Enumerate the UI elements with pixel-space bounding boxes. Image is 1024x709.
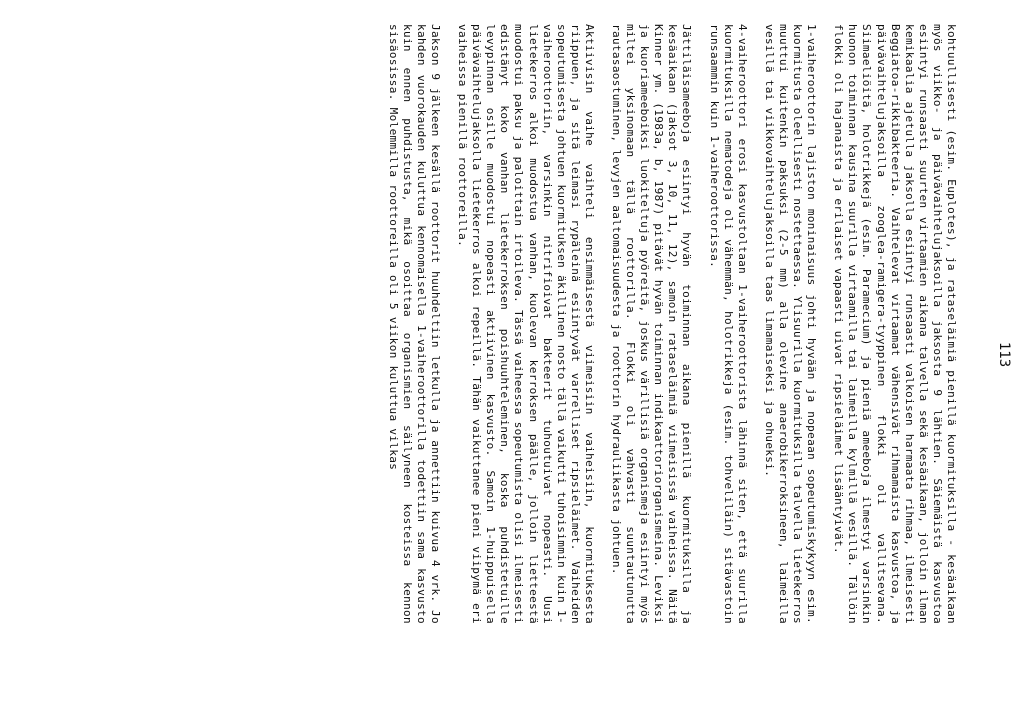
paragraph-period-9: Jakson 9 jälkeen kesällä roottorit huuhdeltiin letkulla ja annettiin kuivua 4 vrk. Jo kahden vuorokauden kuluttua kennomaisella 1-vaiheroottorilla todettiin sama kasvusto kuin ennen puhdistusta, mikä osoittaa organismien säilyneen kosteissa kennon sisäosissa. Molemmilla roottoreilla oli 5 viikon kuluttua vilkas	[386, 24, 442, 624]
paragraph-4-stage-rotor: 4-vaiheroottori erosi kasvustoltaan 1-vaiheroottorista lähinnä siten, että suurilla kuormituksilla nematodeja oli vähemmän, holotrikkeja (esim. tohveliläin) sitävastoin runsaammin kuin 1-vaiheroottorissa.	[707, 24, 749, 624]
page-number: 113	[996, 341, 1012, 368]
paragraph-1-stage-rotor: 1-vaiheroottorin lajiston moninaisuus johti hyvään ja nopeaan sopeutumiskykyyn esim. kuormitusta oleellisesti nostettaessa. Ylisuurilla kuormituksilla talvella lietekerros muuttui kuitenkin paksuksi (2-5 mm) alla olevine anaerobikerroksineen, laimeilla vesillä tai viikkovaihtelujaksoilla taas limamaiseksi ja ohueksi.	[762, 24, 819, 624]
rotated-document-sheet	[6, 6, 1018, 703]
paragraph-giant-amoebae: Jättiläisameeboja esiintyi hyvän toiminnan aikana pienillä kuormituksilla ja kesäaikaan (jaksot 3, 10, 11, 12), samoin rataseläimiä viimeisissä vaiheissa. Näitä Kinner ym. (1983a, b, 1987) pitävät hyvän toiminnan indikaattoriorganismeina. Leviksi ja kuoriameeboiksi luokiteltuja pyöreitä, joskus värillisiä organismeja esiintyi myös miltei yksinomaan tällä roottorilla. Flokki oli vahvasti suuntautunutta rautasaostuminen, levyjen aaltomaisuudesta ja roottorin hydrauliikasta johtuen.	[610, 24, 694, 624]
document-body	[373, 24, 958, 624]
paragraph-active-stage: Aktiivisin vaihe vaihteli ensimmäisestä viimeisiin vaiheisiin, kuormituksesta riippuen, ja sitä leimasi rypäleinä esiintyvät varrelliset ripsieläimet. Vaiheiden sopeutumisesta johtuen kuormituksen äkillinen nosto tällä vaikutti tuhoisimmin kuin 1-vaiheroottoriin, varsinkin nitrifioivat bakteerit tuhoutuivat nopeasti. Uusi lietekerros alkoi muodostua vanhan, kuolevan kerroksen päälle, jolloin lietteestä muodostui paksu ja paloittain irtoileva. Tässä vaiheessa sopeutumista olisi ilmeisesti edistänyt koko vanhan lietekerroksen poishuuhteleminen, koska puhdistetuille levypinnan osille muodostui nopeasti aktiivinen kasvusto. Samoin 1-huippuisella päivävaihtelujaksolla lietekerros alkoi repeillä. Tähän vaikuttanee pieni viipymä eri vaiheissa pienillä roottoreilla.	[456, 24, 596, 624]
paragraph-growth-observations: kohtuullisesti (esim. Euplotes), ja rataseläimiä pienillä kuormituksilla - kesäaikaan myös viikko- ja päivävaihtelujaksoilla jaksosta 9 lähtien. Säiemäistä kasvustoa esiintyi runsaasti suurten virtaamien aikana talvella sekä kesäaikaan, jolloin ilman kemikaalia ajetulla jaksolla esiintyi runsaasti valkoisen harmaata rihmaa, ilmeisesti Beggiatoa-rikkibakteeria. Vaihtelevat virtaamat vähensivät rihmamaista kasvustoa, ja päivävaihtelujaksoilla zooglea-ramigera-tyyppinen flokki oli vallitsevana. Siimaeliöitä, holotrikkejä (esim. Paramecium) ja pieniä ameeboja ilmestyi varsinkin huonon toiminnan kausina suurilla virtaamilla tai laimeilla kylmillä vesillä. Tällöin flokki oli hajanaista ja erilaiset vapaasti uivat ripsieläimet lisääntyivät.	[832, 24, 958, 624]
